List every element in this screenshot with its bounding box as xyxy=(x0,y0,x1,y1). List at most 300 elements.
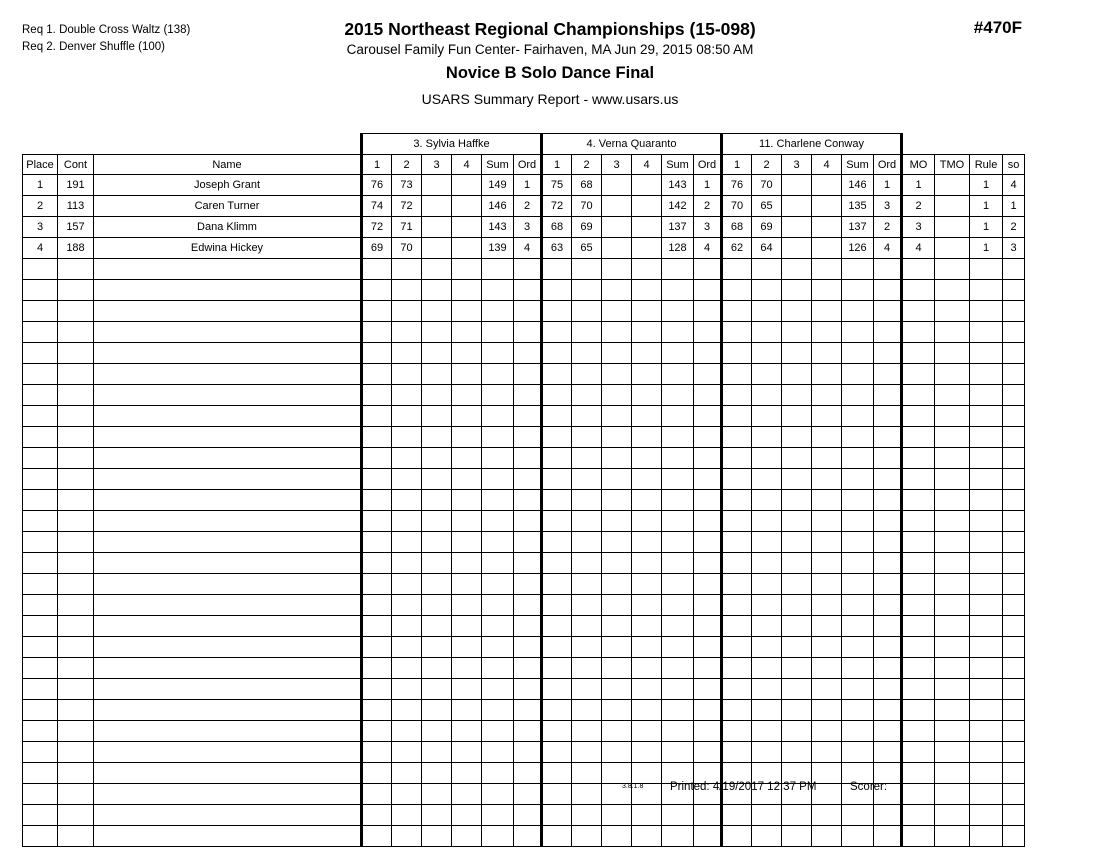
judge-1-score-4 xyxy=(452,637,482,658)
row-name xyxy=(94,511,362,532)
judge-1-ord: 4 xyxy=(514,238,542,259)
judge-2-score-1: 75 xyxy=(542,175,572,196)
judge-3-score-4 xyxy=(812,532,842,553)
judge-2-ord: 3 xyxy=(694,217,722,238)
judge-1-score-1 xyxy=(362,259,392,280)
judge-2-score-3 xyxy=(602,679,632,700)
row-cont xyxy=(58,595,94,616)
judge-1-score-2 xyxy=(392,469,422,490)
judge-3-score-4 xyxy=(812,553,842,574)
judge-2-score-1 xyxy=(542,805,572,826)
table-row-blank xyxy=(23,343,1025,364)
judge-2-score-4 xyxy=(632,280,662,301)
judge-3-score-2 xyxy=(752,742,782,763)
report-subtitle: USARS Summary Report - www.usars.us xyxy=(421,91,679,107)
judge-3-score-2 xyxy=(752,511,782,532)
judge-2-sum xyxy=(662,490,694,511)
judge-3-score-3 xyxy=(782,343,812,364)
judge-1-sum xyxy=(482,301,514,322)
col-j1-sum: Sum xyxy=(482,155,514,175)
row-cont xyxy=(58,406,94,427)
row-rule xyxy=(970,616,1003,637)
table-row-blank xyxy=(23,637,1025,658)
spacer-cell xyxy=(970,134,1003,155)
col-j2-s4: 4 xyxy=(632,155,662,175)
row-rule xyxy=(970,532,1003,553)
judge-3-ord xyxy=(874,259,902,280)
judge-3-score-4 xyxy=(812,742,842,763)
row-rule xyxy=(970,385,1003,406)
row-tmo xyxy=(935,700,970,721)
judge-2-ord xyxy=(694,679,722,700)
judge-1-score-2: 73 xyxy=(392,175,422,196)
judge-3-score-2 xyxy=(752,490,782,511)
judge-2-score-2 xyxy=(572,532,602,553)
judge-3-sum xyxy=(842,805,874,826)
row-so xyxy=(1003,448,1025,469)
judge-1-score-4 xyxy=(452,742,482,763)
judge-2-score-4 xyxy=(632,511,662,532)
row-name xyxy=(94,637,362,658)
requirement-label: Req 1. xyxy=(22,24,56,36)
judge-1-score-3 xyxy=(422,826,452,847)
judge-2-score-2 xyxy=(572,448,602,469)
row-place xyxy=(23,406,58,427)
judge-2-score-2 xyxy=(572,721,602,742)
judge-3-score-1 xyxy=(722,427,752,448)
judge-1-score-3 xyxy=(422,511,452,532)
row-name xyxy=(94,826,362,847)
row-rule xyxy=(970,721,1003,742)
row-mo xyxy=(902,532,935,553)
judge-1-score-3 xyxy=(422,658,452,679)
judge-2-score-2 xyxy=(572,679,602,700)
judge-1-score-2 xyxy=(392,553,422,574)
judge-2-score-1 xyxy=(542,616,572,637)
judge-1-score-3 xyxy=(422,490,452,511)
judge-1-ord xyxy=(514,511,542,532)
report-header xyxy=(0,18,1100,110)
judge-1-score-1 xyxy=(362,385,392,406)
judge-2-score-4 xyxy=(632,637,662,658)
judge-1-score-4 xyxy=(452,175,482,196)
judge-1-score-4 xyxy=(452,658,482,679)
judge-1-score-1 xyxy=(362,721,392,742)
judge-2-score-3 xyxy=(602,742,632,763)
judge-2-score-1 xyxy=(542,700,572,721)
judge-1-score-4 xyxy=(452,385,482,406)
row-rule xyxy=(970,427,1003,448)
row-mo xyxy=(902,679,935,700)
judge-1-score-2 xyxy=(392,343,422,364)
judge-3-score-4 xyxy=(812,595,842,616)
judge-1-score-4 xyxy=(452,238,482,259)
judge-1-sum xyxy=(482,637,514,658)
table-row-blank xyxy=(23,511,1025,532)
judge-1-score-2 xyxy=(392,406,422,427)
judge-1-score-3 xyxy=(422,175,452,196)
spacer-cell xyxy=(94,134,362,155)
row-cont xyxy=(58,427,94,448)
row-tmo xyxy=(935,637,970,658)
judge-3-score-1 xyxy=(722,364,752,385)
judge-1-ord xyxy=(514,343,542,364)
judge-2-ord: 1 xyxy=(694,175,722,196)
judge-2-score-3 xyxy=(602,658,632,679)
judge-2-score-1 xyxy=(542,385,572,406)
judge-1-sum xyxy=(482,658,514,679)
judge-3-score-1 xyxy=(722,721,752,742)
row-tmo xyxy=(935,364,970,385)
judge-2-ord xyxy=(694,553,722,574)
row-cont xyxy=(58,742,94,763)
judge-3-score-2: 65 xyxy=(752,196,782,217)
judge-3-score-4 xyxy=(812,616,842,637)
row-rule: 1 xyxy=(970,238,1003,259)
judge-2-ord xyxy=(694,595,722,616)
row-so xyxy=(1003,511,1025,532)
judge-3-score-1 xyxy=(722,595,752,616)
judge-2-sum xyxy=(662,532,694,553)
judge-3-score-4 xyxy=(812,196,842,217)
table-row-blank xyxy=(23,301,1025,322)
judge-3-score-1: 76 xyxy=(722,175,752,196)
judge-1-score-3 xyxy=(422,616,452,637)
judge-3-sum xyxy=(842,700,874,721)
row-mo xyxy=(902,322,935,343)
col-place: Place xyxy=(23,155,58,175)
judge-2-sum xyxy=(662,805,694,826)
judge-2-score-4 xyxy=(632,322,662,343)
row-place: 2 xyxy=(23,196,58,217)
judge-3-score-4 xyxy=(812,637,842,658)
judge-3-score-3 xyxy=(782,280,812,301)
row-mo xyxy=(902,826,935,847)
judge-2-ord xyxy=(694,826,722,847)
row-place xyxy=(23,637,58,658)
table-row-blank xyxy=(23,616,1025,637)
row-name xyxy=(94,553,362,574)
row-tmo xyxy=(935,385,970,406)
judge-3-score-3 xyxy=(782,427,812,448)
row-name xyxy=(94,343,362,364)
col-j1-s2: 2 xyxy=(392,155,422,175)
row-name xyxy=(94,385,362,406)
judge-1-ord xyxy=(514,385,542,406)
row-name xyxy=(94,805,362,826)
row-name: Caren Turner xyxy=(94,196,362,217)
judge-1-score-3 xyxy=(422,805,452,826)
judge-1-sum xyxy=(482,280,514,301)
judge-2-score-2 xyxy=(572,469,602,490)
judge-2-ord xyxy=(694,406,722,427)
judge-3-score-2 xyxy=(752,280,782,301)
judge-2-ord xyxy=(694,427,722,448)
judge-2-ord xyxy=(694,469,722,490)
judge-2-score-4 xyxy=(632,616,662,637)
table-row xyxy=(23,175,1025,196)
judge-2-score-1 xyxy=(542,490,572,511)
row-rule xyxy=(970,742,1003,763)
row-tmo xyxy=(935,679,970,700)
row-cont xyxy=(58,658,94,679)
judge-1-score-2 xyxy=(392,574,422,595)
row-tmo xyxy=(935,532,970,553)
judge-2-sum xyxy=(662,427,694,448)
table-row-blank xyxy=(23,448,1025,469)
judge-3-score-3 xyxy=(782,595,812,616)
judge-2-score-4 xyxy=(632,490,662,511)
judge-3-score-4 xyxy=(812,238,842,259)
row-place xyxy=(23,364,58,385)
row-tmo xyxy=(935,301,970,322)
row-name xyxy=(94,595,362,616)
col-j2-ord: Ord xyxy=(694,155,722,175)
judge-2-score-4 xyxy=(632,343,662,364)
judge-1-score-3 xyxy=(422,343,452,364)
table-row-blank xyxy=(23,406,1025,427)
judge-3-score-1 xyxy=(722,343,752,364)
judge-3-score-2 xyxy=(752,553,782,574)
judge-3-name: 11. Charlene Conway xyxy=(722,134,902,155)
judge-1-score-2 xyxy=(392,595,422,616)
judge-2-score-3 xyxy=(602,385,632,406)
judge-3-score-3 xyxy=(782,322,812,343)
row-place xyxy=(23,343,58,364)
judge-2-score-3 xyxy=(602,406,632,427)
row-tmo xyxy=(935,574,970,595)
judge-3-ord xyxy=(874,280,902,301)
judge-3-score-1 xyxy=(722,700,752,721)
judge-3-sum xyxy=(842,616,874,637)
judge-3-ord xyxy=(874,490,902,511)
judge-1-score-1 xyxy=(362,490,392,511)
judge-1-score-2 xyxy=(392,511,422,532)
judge-1-score-1: 74 xyxy=(362,196,392,217)
judge-3-score-2 xyxy=(752,700,782,721)
judge-1-sum xyxy=(482,721,514,742)
judge-3-score-1 xyxy=(722,679,752,700)
row-rule xyxy=(970,343,1003,364)
row-so xyxy=(1003,469,1025,490)
table-row-blank xyxy=(23,385,1025,406)
judge-2-sum: 143 xyxy=(662,175,694,196)
row-rule xyxy=(970,280,1003,301)
judge-2-score-2: 65 xyxy=(572,238,602,259)
judge-2-score-4 xyxy=(632,406,662,427)
judge-2-ord xyxy=(694,805,722,826)
judge-2-score-2 xyxy=(572,322,602,343)
venue-datetime: Carousel Family Fun Center- Fairhaven, MA Jun 29, 2015 08:50 AM xyxy=(346,42,754,57)
row-so xyxy=(1003,259,1025,280)
judge-2-score-3 xyxy=(602,259,632,280)
judge-3-score-4 xyxy=(812,721,842,742)
judge-3-score-2 xyxy=(752,301,782,322)
row-rule xyxy=(970,553,1003,574)
table-row-blank xyxy=(23,469,1025,490)
row-name: Joseph Grant xyxy=(94,175,362,196)
judge-2-ord xyxy=(694,322,722,343)
judge-1-score-2 xyxy=(392,637,422,658)
row-cont xyxy=(58,532,94,553)
judge-1-score-3 xyxy=(422,721,452,742)
judge-2-ord xyxy=(694,637,722,658)
judge-3-sum xyxy=(842,679,874,700)
judge-3-score-3 xyxy=(782,532,812,553)
judge-1-score-2 xyxy=(392,448,422,469)
row-cont xyxy=(58,805,94,826)
judge-2-sum xyxy=(662,637,694,658)
judge-2-score-2: 70 xyxy=(572,196,602,217)
requirement-text: Denver Shuffle (100) xyxy=(59,41,165,53)
judge-3-sum xyxy=(842,595,874,616)
judge-3-score-4 xyxy=(812,385,842,406)
judge-1-score-3 xyxy=(422,322,452,343)
judge-3-score-1: 62 xyxy=(722,238,752,259)
judge-1-score-3 xyxy=(422,385,452,406)
judge-1-ord xyxy=(514,679,542,700)
row-so xyxy=(1003,826,1025,847)
judge-1-ord xyxy=(514,595,542,616)
judge-1-score-4 xyxy=(452,679,482,700)
judge-2-score-4 xyxy=(632,469,662,490)
judge-3-score-2 xyxy=(752,574,782,595)
row-cont: 157 xyxy=(58,217,94,238)
judge-1-score-3 xyxy=(422,742,452,763)
row-so xyxy=(1003,385,1025,406)
judge-3-score-3 xyxy=(782,490,812,511)
judge-3-score-4 xyxy=(812,343,842,364)
judge-2-sum xyxy=(662,658,694,679)
row-rule xyxy=(970,490,1003,511)
judge-1-score-4 xyxy=(452,574,482,595)
row-mo xyxy=(902,490,935,511)
table-row-blank xyxy=(23,364,1025,385)
judge-3-score-3 xyxy=(782,637,812,658)
judge-2-score-1: 63 xyxy=(542,238,572,259)
judge-2-score-1 xyxy=(542,553,572,574)
row-name xyxy=(94,280,362,301)
judge-3-sum xyxy=(842,448,874,469)
judge-3-score-2 xyxy=(752,469,782,490)
judge-2-score-3 xyxy=(602,511,632,532)
table-row-blank xyxy=(23,658,1025,679)
judge-1-sum: 146 xyxy=(482,196,514,217)
judge-3-score-4 xyxy=(812,448,842,469)
judge-3-ord xyxy=(874,406,902,427)
judge-2-ord: 4 xyxy=(694,238,722,259)
judge-3-score-3 xyxy=(782,175,812,196)
judge-3-score-2 xyxy=(752,658,782,679)
judge-2-sum xyxy=(662,595,694,616)
judge-3-ord xyxy=(874,448,902,469)
row-so xyxy=(1003,700,1025,721)
table-row-blank xyxy=(23,721,1025,742)
judge-2-score-1 xyxy=(542,259,572,280)
judge-2-ord: 2 xyxy=(694,196,722,217)
table-row-blank xyxy=(23,553,1025,574)
judge-2-score-3 xyxy=(602,616,632,637)
judge-1-score-3 xyxy=(422,238,452,259)
judge-1-score-3 xyxy=(422,406,452,427)
judge-1-score-2 xyxy=(392,721,422,742)
row-so xyxy=(1003,532,1025,553)
judge-2-ord xyxy=(694,742,722,763)
judge-3-score-4 xyxy=(812,175,842,196)
table-row-blank xyxy=(23,280,1025,301)
judge-3-ord xyxy=(874,511,902,532)
judge-3-ord: 3 xyxy=(874,196,902,217)
judge-3-ord xyxy=(874,574,902,595)
judge-3-score-3 xyxy=(782,196,812,217)
row-name xyxy=(94,406,362,427)
row-place xyxy=(23,679,58,700)
judge-1-score-1 xyxy=(362,448,392,469)
judge-1-score-4 xyxy=(452,595,482,616)
row-name xyxy=(94,574,362,595)
row-cont xyxy=(58,343,94,364)
table-row-blank xyxy=(23,595,1025,616)
judge-1-sum xyxy=(482,826,514,847)
table-row-blank xyxy=(23,574,1025,595)
judge-1-score-4 xyxy=(452,322,482,343)
judge-1-ord xyxy=(514,427,542,448)
col-mo: MO xyxy=(902,155,935,175)
judge-2-ord xyxy=(694,280,722,301)
judge-3-score-1 xyxy=(722,490,752,511)
judge-1-score-2 xyxy=(392,700,422,721)
row-place xyxy=(23,427,58,448)
judge-1-ord xyxy=(514,574,542,595)
row-cont xyxy=(58,616,94,637)
judge-3-score-3 xyxy=(782,574,812,595)
judge-1-score-3 xyxy=(422,469,452,490)
table-row-blank xyxy=(23,700,1025,721)
col-j1-s1: 1 xyxy=(362,155,392,175)
row-tmo xyxy=(935,469,970,490)
judge-1-score-2 xyxy=(392,532,422,553)
summary-table xyxy=(22,133,1025,847)
scorer-label: Scorer: xyxy=(850,781,888,793)
judge-2-score-1 xyxy=(542,301,572,322)
judge-1-score-2 xyxy=(392,616,422,637)
row-cont: 113 xyxy=(58,196,94,217)
judge-3-score-2 xyxy=(752,427,782,448)
judge-3-ord xyxy=(874,469,902,490)
judge-2-ord xyxy=(694,532,722,553)
judge-3-sum xyxy=(842,280,874,301)
judge-2-score-1: 68 xyxy=(542,217,572,238)
row-place xyxy=(23,301,58,322)
judge-3-score-1 xyxy=(722,469,752,490)
judge-3-sum xyxy=(842,826,874,847)
table-row-blank xyxy=(23,259,1025,280)
row-name xyxy=(94,469,362,490)
judge-2-score-3 xyxy=(602,448,632,469)
spacer-cell xyxy=(902,134,935,155)
judge-2-score-4 xyxy=(632,427,662,448)
judge-1-sum xyxy=(482,406,514,427)
row-rule xyxy=(970,574,1003,595)
judge-1-score-3 xyxy=(422,532,452,553)
judge-2-sum xyxy=(662,322,694,343)
judge-1-score-4 xyxy=(452,805,482,826)
judge-2-score-2 xyxy=(572,805,602,826)
row-rule: 1 xyxy=(970,196,1003,217)
row-mo xyxy=(902,259,935,280)
judge-3-score-4 xyxy=(812,490,842,511)
judge-1-ord: 2 xyxy=(514,196,542,217)
